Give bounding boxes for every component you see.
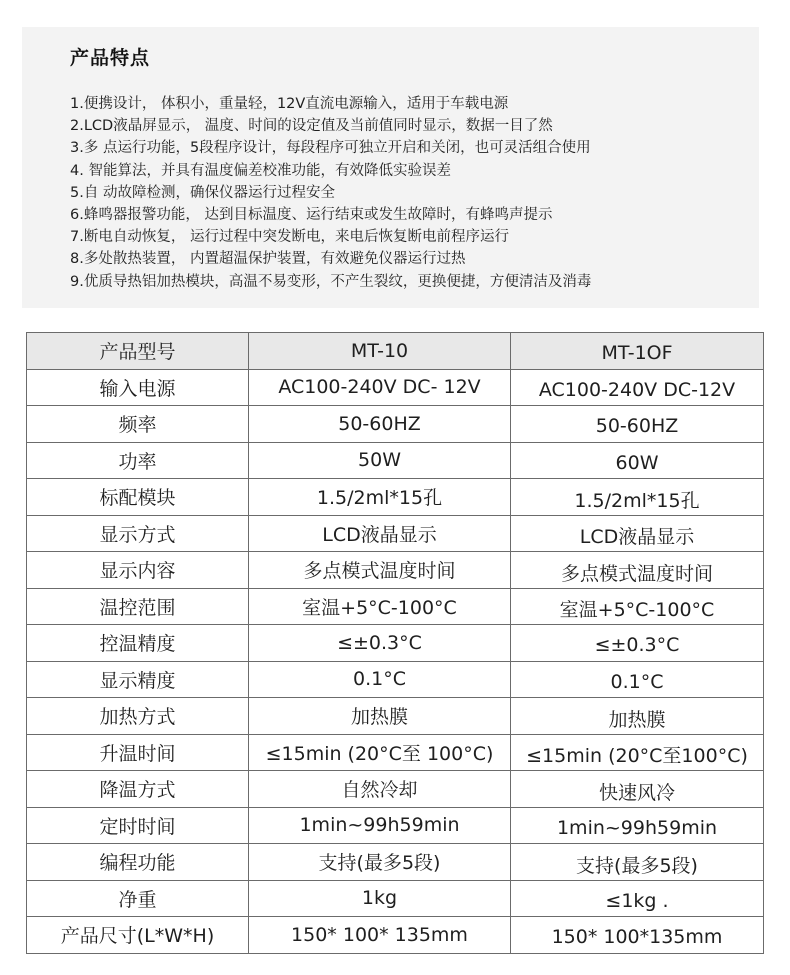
spec-value-b: 加热膜 xyxy=(511,698,764,735)
spec-value-a: 150* 100* 135mm xyxy=(249,917,511,954)
spec-row xyxy=(27,588,764,625)
spec-value-a: LCD液晶显示 xyxy=(249,515,511,552)
spec-label: 降温方式 xyxy=(27,771,249,808)
spec-header-label: 产品型号 xyxy=(27,333,249,370)
spec-row xyxy=(27,771,764,808)
spec-value-b: 快速风冷 xyxy=(511,771,764,808)
features-list xyxy=(70,93,759,293)
spec-label: 编程功能 xyxy=(27,844,249,881)
spec-row xyxy=(27,369,764,406)
spec-value-a: 50W xyxy=(249,442,511,479)
feature-item: 8.多处散热装置， 内置超温保护装置，有效避免仪器运行过热 xyxy=(70,251,466,268)
feature-item: 1.便携设计， 体积小，重量轻，12V直流电源输入，适用于车载电源 xyxy=(70,96,509,112)
spec-header-model-a: MT-10 xyxy=(249,333,511,370)
feature-item: 6.蜂鸣器报警功能， 达到目标温度、运行结束或发生故障时，有蜂鸣声提示 xyxy=(70,207,553,224)
spec-value-b: 50-60HZ xyxy=(511,406,764,443)
spec-label: 显示方式 xyxy=(27,515,249,552)
spec-header-model-b: MT-1OF xyxy=(511,333,764,370)
feature-item: 4. 智能算法，并具有温度偏差校准功能，有效降低实验误差 xyxy=(70,162,451,179)
spec-value-a: 1min~99h59min xyxy=(249,807,511,844)
spec-value-b: ≤±0.3°C xyxy=(511,625,764,662)
spec-row xyxy=(27,625,764,662)
spec-value-a: 50-60HZ xyxy=(249,406,511,443)
spec-row xyxy=(27,734,764,771)
spec-row xyxy=(27,479,764,516)
spec-row xyxy=(27,515,764,552)
spec-row xyxy=(27,844,764,881)
spec-value-a: 1.5/2ml*15孔 xyxy=(249,479,511,516)
spec-row xyxy=(27,698,764,735)
spec-value-b: ≤15min (20°C至100°C) xyxy=(511,734,764,771)
spec-label: 标配模块 xyxy=(27,479,249,516)
spec-value-a: ≤±0.3°C xyxy=(249,625,511,662)
spec-label: 功率 xyxy=(27,442,249,479)
spec-label: 控温精度 xyxy=(27,625,249,662)
spec-value-b: 1min~99h59min xyxy=(511,807,764,844)
feature-item: 7.断电自动恢复， 运行过程中突发断电，来电后恢复断电前程序运行 xyxy=(70,229,509,246)
spec-row xyxy=(27,406,764,443)
feature-item: 5.自 动故障检测，确保仪器运行过程安全 xyxy=(70,184,335,201)
spec-value-a: 自然冷却 xyxy=(249,771,511,808)
spec-value-a: 0.1°C xyxy=(249,661,511,698)
spec-row xyxy=(27,917,764,954)
spec-value-b: 多点模式温度时间 xyxy=(511,552,764,589)
spec-value-a: 多点模式温度时间 xyxy=(249,552,511,589)
spec-value-a: AC100-240V DC- 12V xyxy=(249,369,511,406)
feature-item: 2.LCD液晶屏显示， 温度、时间的设定值及当前值同时显示，数据一目了然 xyxy=(70,118,553,135)
spec-table xyxy=(26,332,764,954)
spec-value-b: AC100-240V DC-12V xyxy=(511,369,764,406)
spec-label: 净重 xyxy=(27,880,249,917)
spec-label: 频率 xyxy=(27,406,249,443)
spec-row xyxy=(27,552,764,589)
spec-value-b: 0.1°C xyxy=(511,661,764,698)
feature-item: 9.优质导热铝加热模块，高温不易变形，不产生裂纹，更换便捷，方便清洁及消毒 xyxy=(70,273,592,290)
spec-value-b: 室温+5°C-100°C xyxy=(511,588,764,625)
spec-value-a: 加热膜 xyxy=(249,698,511,735)
spec-value-a: ≤15min (20°C至 100°C) xyxy=(249,734,511,771)
spec-row xyxy=(27,661,764,698)
spec-value-b: 150* 100*135mm xyxy=(511,917,764,954)
spec-row xyxy=(27,442,764,479)
spec-row xyxy=(27,807,764,844)
spec-label: 升温时间 xyxy=(27,734,249,771)
spec-header-row xyxy=(27,333,764,370)
product-features-panel xyxy=(22,27,759,308)
spec-label: 温控范围 xyxy=(27,588,249,625)
spec-label: 产品尺寸(L*W*H) xyxy=(27,917,249,954)
features-title: 产品特点 xyxy=(70,47,151,69)
spec-label: 加热方式 xyxy=(27,698,249,735)
spec-value-b: ≤1kg . xyxy=(511,880,764,917)
spec-label: 显示精度 xyxy=(27,661,249,698)
spec-value-b: 支持(最多5段) xyxy=(511,844,764,881)
spec-value-a: 室温+5°C-100°C xyxy=(249,588,511,625)
spec-label: 显示内容 xyxy=(27,552,249,589)
spec-value-b: 1.5/2ml*15孔 xyxy=(511,479,764,516)
spec-value-a: 1kg xyxy=(249,880,511,917)
spec-row xyxy=(27,880,764,917)
spec-value-a: 支持(最多5段) xyxy=(249,844,511,881)
spec-value-b: LCD液晶显示 xyxy=(511,515,764,552)
spec-label: 定时时间 xyxy=(27,807,249,844)
spec-label: 输入电源 xyxy=(27,369,249,406)
feature-item: 3.多 点运行功能，5段程序设计，每段程序可独立开启和关闭，也可灵活组合使用 xyxy=(70,140,591,157)
spec-value-b: 60W xyxy=(511,442,764,479)
